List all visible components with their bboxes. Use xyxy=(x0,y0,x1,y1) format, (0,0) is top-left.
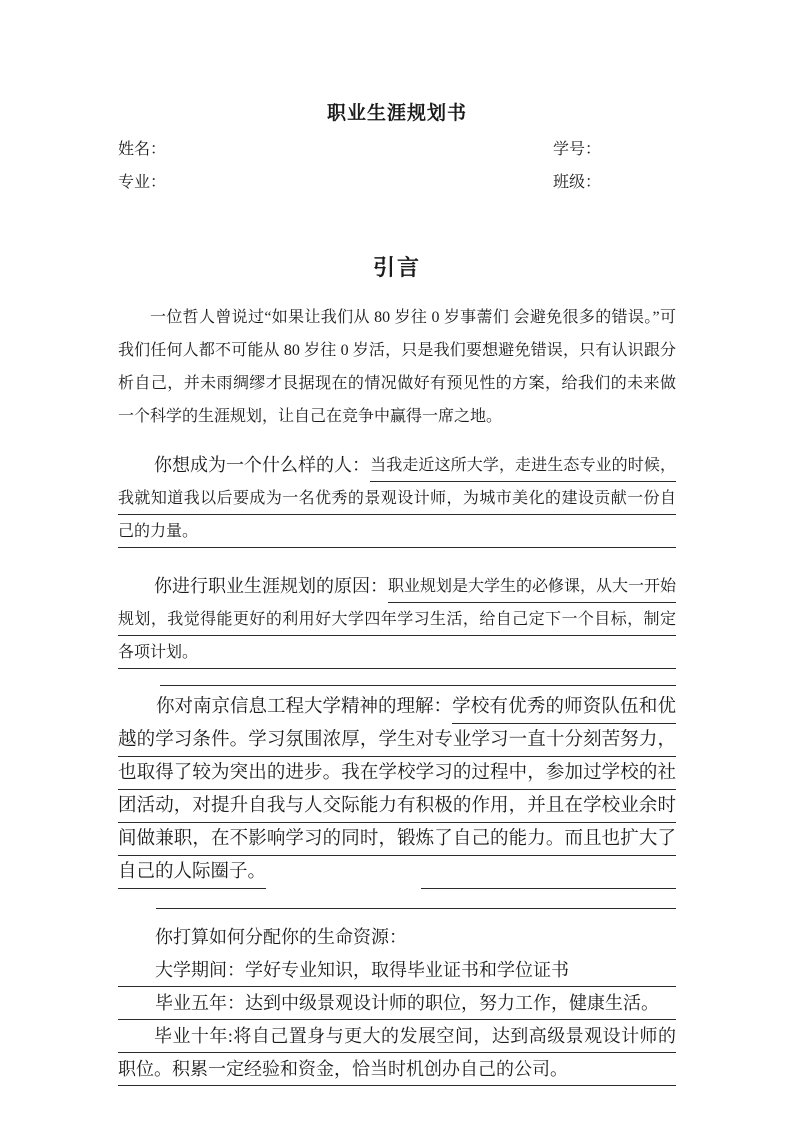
page-title: 职业生涯规划书 xyxy=(326,103,467,124)
header-fields xyxy=(118,133,676,199)
resources-question-label: 你打算如何分配你的生命资源： xyxy=(155,926,407,947)
field-row-2 xyxy=(118,166,676,199)
name-label: 姓名： xyxy=(118,141,167,158)
blank-underline xyxy=(160,685,676,686)
question-block-university-spirit xyxy=(118,691,676,889)
question-label: 你想成为一个什么样的人： xyxy=(118,449,370,482)
question-block-ideal-person xyxy=(118,449,676,548)
question-block-planning-reason xyxy=(118,570,676,669)
blank-underline xyxy=(156,908,676,909)
underline-end-mask xyxy=(266,856,421,889)
question-label: 你对南京信息工程大学精神的理解： xyxy=(118,691,452,724)
resource-item-ten-years: 毕业十年:将自己置身与更大的发展空间，达到高级景观设计师的职位。积累一定经验和资金，恰当时机创办自己的公司。 xyxy=(118,1020,676,1086)
intro-heading: 引言 xyxy=(372,255,421,280)
field-row-1 xyxy=(118,133,676,166)
intro-paragraph: 一位哲人曾说过“如果让我们从 80 岁往 0 岁事薷们 会避免很多的错误。”可我们任何人都不可能从 80 岁往 0 岁活，只是我们要想避免错误，只有认识跟分析自己，并未雨绸缪才艮据现在的情况做好有预见性的方案，给我们的未来做一个科学的生涯规划，让自己在竞争中赢得一席之地。 xyxy=(118,309,676,425)
question-label: 你进行职业生涯规划的原因： xyxy=(118,570,388,603)
life-resources-section xyxy=(118,921,676,1086)
class-label: 班级： xyxy=(553,174,602,191)
answer-text: 当我走近这所大学，走进生态专业的时候，我就知道我以后要成为一名优秀的景观设计师，为城市美化的建设贡献一份自己的力量。 xyxy=(118,457,676,540)
answer-text: 学校有优秀的师资队伍和优越的学习条件。学习氛围浓厚，学生对专业学习一直十分刻苦努力，也取得了较为突出的进步。我在学校学习的过程中，参加过学校的社团活动，对提升自我与人交际能力有积极的作用，并且在学校业余时间做兼职，在不影响学习的同时，锻炼了自己的能力。而且也扩大了自己的人际圈子。 xyxy=(118,697,676,882)
resource-item-five-years: 毕业五年：达到中级景观设计师的职位，努力工作，健康生活。 xyxy=(118,987,676,1020)
resource-item-university: 大学期间：学好专业知识，取得毕业证书和学位证书 xyxy=(118,954,676,987)
answer-text: 职业规划是大学生的必修课，从大一开始规划，我觉得能更好的利用好大学四年学习生活，给自己定下一个目标，制定各项计划。 xyxy=(118,578,677,661)
student-id-label: 学号： xyxy=(553,141,602,158)
major-label: 专业： xyxy=(118,174,167,191)
